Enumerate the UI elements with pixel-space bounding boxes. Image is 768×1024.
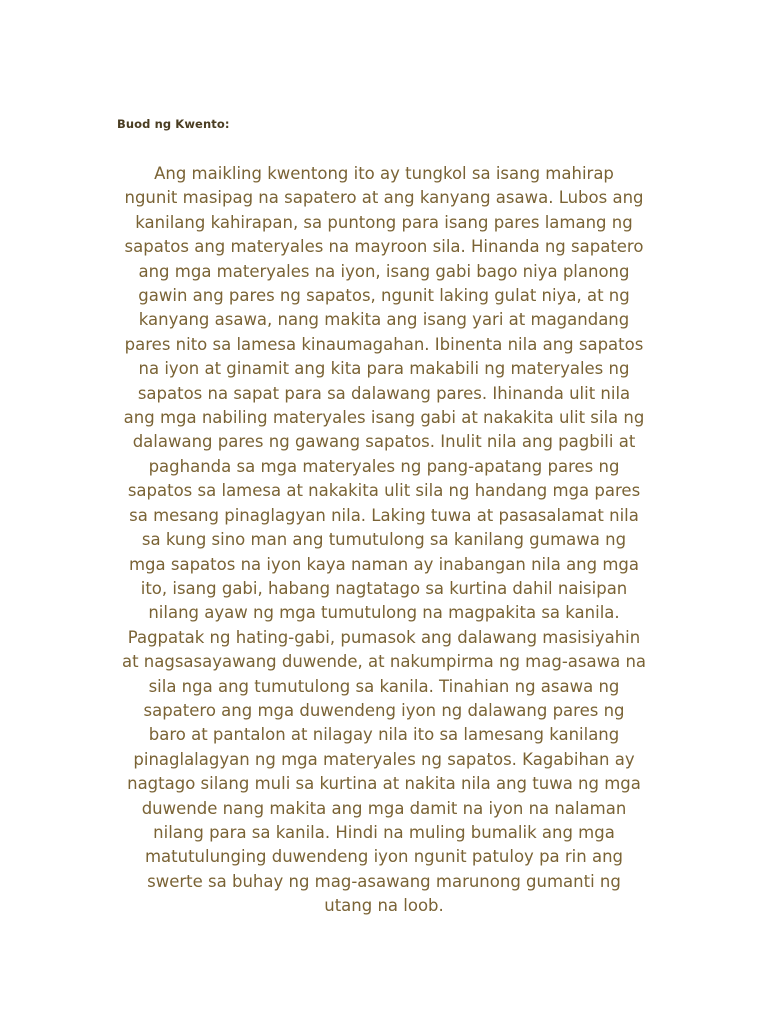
- story-line: nilang para sa kanila. Hindi na muling bumalik ang mga: [153, 822, 615, 842]
- story-line: gawin ang pares ng sapatos, ngunit laking gulat niya, at ng: [138, 286, 630, 306]
- document-heading: Buod ng Kwento:: [117, 117, 230, 131]
- story-line: mga sapatos na iyon kaya naman ay inabangan nila ang mga: [128, 554, 640, 574]
- story-line: dalawang pares ng gawang sapatos. Inulit nila ang pagbili at: [132, 432, 636, 452]
- story-line: sila nga ang tumutulong sa kanila. Tinahian ng asawa ng: [148, 676, 620, 696]
- story-line: pares nito sa lamesa kinaumagahan. Ibinenta nila ang sapatos: [124, 334, 644, 354]
- story-line: ang mga materyales na iyon, isang gabi bago niya planong: [138, 261, 630, 281]
- story-line: kanilang kahirapan, sa puntong para isang pares lamang ng: [135, 212, 633, 232]
- story-line: sapatos sa lamesa at nakakita ulit sila ng handang mga pares: [127, 481, 641, 501]
- story-line: utang na loob.: [324, 896, 444, 916]
- story-line: sa kung sino man ang tumutulong sa kanilang gumawa ng: [141, 530, 627, 550]
- story-line: na iyon at ginamit ang kita para makabili ng materyales ng: [138, 359, 630, 379]
- story-line: sapatos ang materyales na mayroon sila. Hinanda ng sapatero: [124, 237, 644, 257]
- story-line: at nagsasayawang duwende, at nakumpirma ng mag-asawa na: [121, 652, 647, 672]
- story-line: Pagpatak ng hating-gabi, pumasok ang dalawang masisiyahin: [127, 627, 641, 647]
- story-line: baro at pantalon at nilagay nila ito sa lamesang kanilang: [148, 725, 620, 745]
- story-line: sa mesang pinaglagyan nila. Laking tuwa at pasasalamat nila: [129, 505, 639, 525]
- story-line: pinaglalagyan ng mga materyales ng sapatos. Kagabihan ay: [133, 749, 635, 769]
- story-line: duwende nang makita ang mga damit na iyon na nalaman: [141, 798, 627, 818]
- story-line: nilang ayaw ng mga tumutulong na magpakita sa kanila.: [148, 603, 620, 623]
- story-line: ngunit masipag na sapatero at ang kanyang asawa. Lubos ang: [124, 188, 644, 208]
- story-line: sapatero ang mga duwendeng iyon ng dalawang pares ng: [143, 700, 625, 720]
- story-line: matutulunging duwendeng iyon ngunit patuloy pa rin ang: [144, 847, 624, 867]
- story-line: kanyang asawa, nang makita ang isang yari at magandang: [138, 310, 630, 330]
- story-line: ang mga nabiling materyales isang gabi at nakakita ulit sila ng: [123, 408, 645, 428]
- story-line: paghanda sa mga materyales ng pang-apatang pares ng: [148, 456, 620, 476]
- story-line: nagtago silang muli sa kurtina at nakita nila ang tuwa ng mga: [127, 774, 641, 794]
- story-line: sapatos na sapat para sa dalawang pares. Ihinanda ulit nila: [137, 383, 631, 403]
- story-summary-paragraph: [108, 162, 660, 919]
- story-line: ito, isang gabi, habang nagtatago sa kurtina dahil naisipan: [140, 578, 628, 598]
- story-line: swerte sa buhay ng mag-asawang marunong gumanti ng: [147, 871, 621, 891]
- story-line: Ang maikling kwentong ito ay tungkol sa isang mahirap: [154, 164, 614, 183]
